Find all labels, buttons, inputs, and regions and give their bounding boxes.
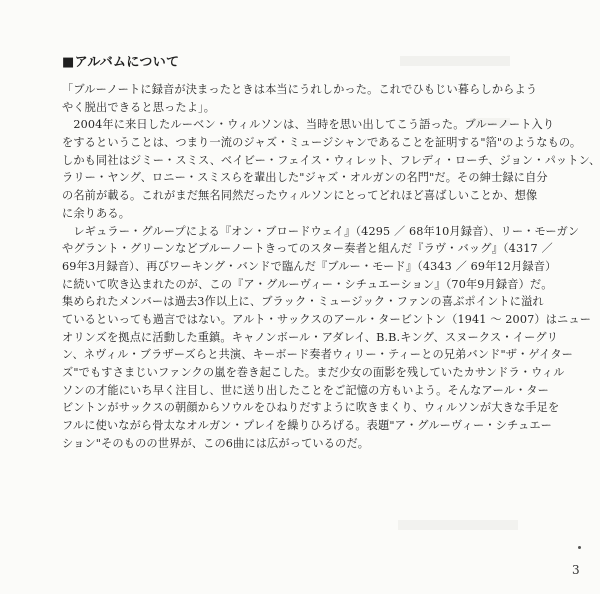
body-line: ション"そのものの世界が、この6曲には広がっているのだ。 bbox=[62, 436, 370, 450]
body-line: しかも同社はジミー・スミス、ベイビー・フェイス・ウィレット、フレディ・ローチ、ジョン・パットン、 bbox=[62, 153, 600, 167]
body-line: やグラント・グリーンなどブルーノートきってのスター奏者と組んだ『ラヴ・バッグ』（4317 ／ bbox=[62, 242, 553, 256]
body-line: レギュラー・グループによる『オン・ブロードウェイ』（4295 ／ 68年10月録音）、リー・モーガン bbox=[62, 224, 580, 238]
body-line: ソンの才能にいち早く注目し、世に送り出したことをご記憶の方もいよう。そんなアール・ター bbox=[62, 383, 549, 397]
print-speck bbox=[578, 546, 581, 549]
body-line: ラリー・ヤング、ロニー・スミスらを輩出した"ジャズ・オルガンの名門"だ。その紳士録に自分 bbox=[62, 171, 548, 185]
body-line: オリンズを拠点に活動した重鎮。キャノンボール・アダレイ、B.B.キング、スヌークス・イーグリ bbox=[62, 330, 559, 344]
body-line: に余りある。 bbox=[62, 206, 131, 220]
body-line: ビントンがサックスの朝顔からソウルをひねりだすように吹きまくり、ウィルソンが大きな手足を bbox=[62, 401, 560, 415]
body-line: フルに使いながら骨太なオルガン・プレイを繰りひろげる。表題"ア・グルーヴィー・シチュエー bbox=[62, 419, 553, 433]
body-line: ズ"でもすさまじいファンクの嵐を巻き起こした。まだ少女の面影を残していたカサンドラ・ウィル bbox=[62, 366, 565, 379]
body-line: やく脱出できると思ったよ」。 bbox=[62, 100, 216, 114]
body-line: 2004年に来日したルーベン・ウィルソンは、当時を思い出してこう語った。ブルーノート入り bbox=[62, 118, 555, 132]
body-text bbox=[62, 81, 600, 452]
body-line: ているといっても過言ではない。アルト・サックスのアール・タービントン（1941 ～ 2007）はニュー bbox=[62, 312, 592, 326]
show-through-decoration bbox=[398, 520, 518, 530]
body-line: ン、ネヴィル・ブラザーズらと共演、キーボード奏者ウィリー・ティーとの兄弟バンド"ザ・ゲイター bbox=[62, 348, 574, 362]
body-line: をするということは、つまり一流のジャズ・ミュージシャンであることを証明する"箔"のようなもの。 bbox=[62, 136, 582, 150]
show-through-decoration bbox=[400, 56, 510, 66]
body-line: 集められたメンバーは過去3作以上に、ブラック・ミュージック・ファンの喜ぶポイントに溢れ bbox=[62, 295, 544, 309]
page-number: 3 bbox=[572, 563, 580, 577]
body-line: 69年3月録音）、再びワーキング・バンドで臨んだ『ブルー・モード』（4343 ／ 69年12月録音） bbox=[62, 259, 557, 273]
body-line: の名前が載る。これがまだ無名同然だったウィルソンにとってどれほど喜ばしいことか、想像 bbox=[62, 189, 538, 203]
body-line: に続いて吹き込まれたのが、この『ア・グルーヴィー・シチュエーション』（70年9月録音）だ。 bbox=[62, 277, 553, 291]
section-heading: ■アルバムについて bbox=[62, 55, 180, 70]
body-line: 「ブルーノートに録音が決まったときは本当にうれしかった。これでひもじい暮らしからよう bbox=[62, 83, 538, 96]
